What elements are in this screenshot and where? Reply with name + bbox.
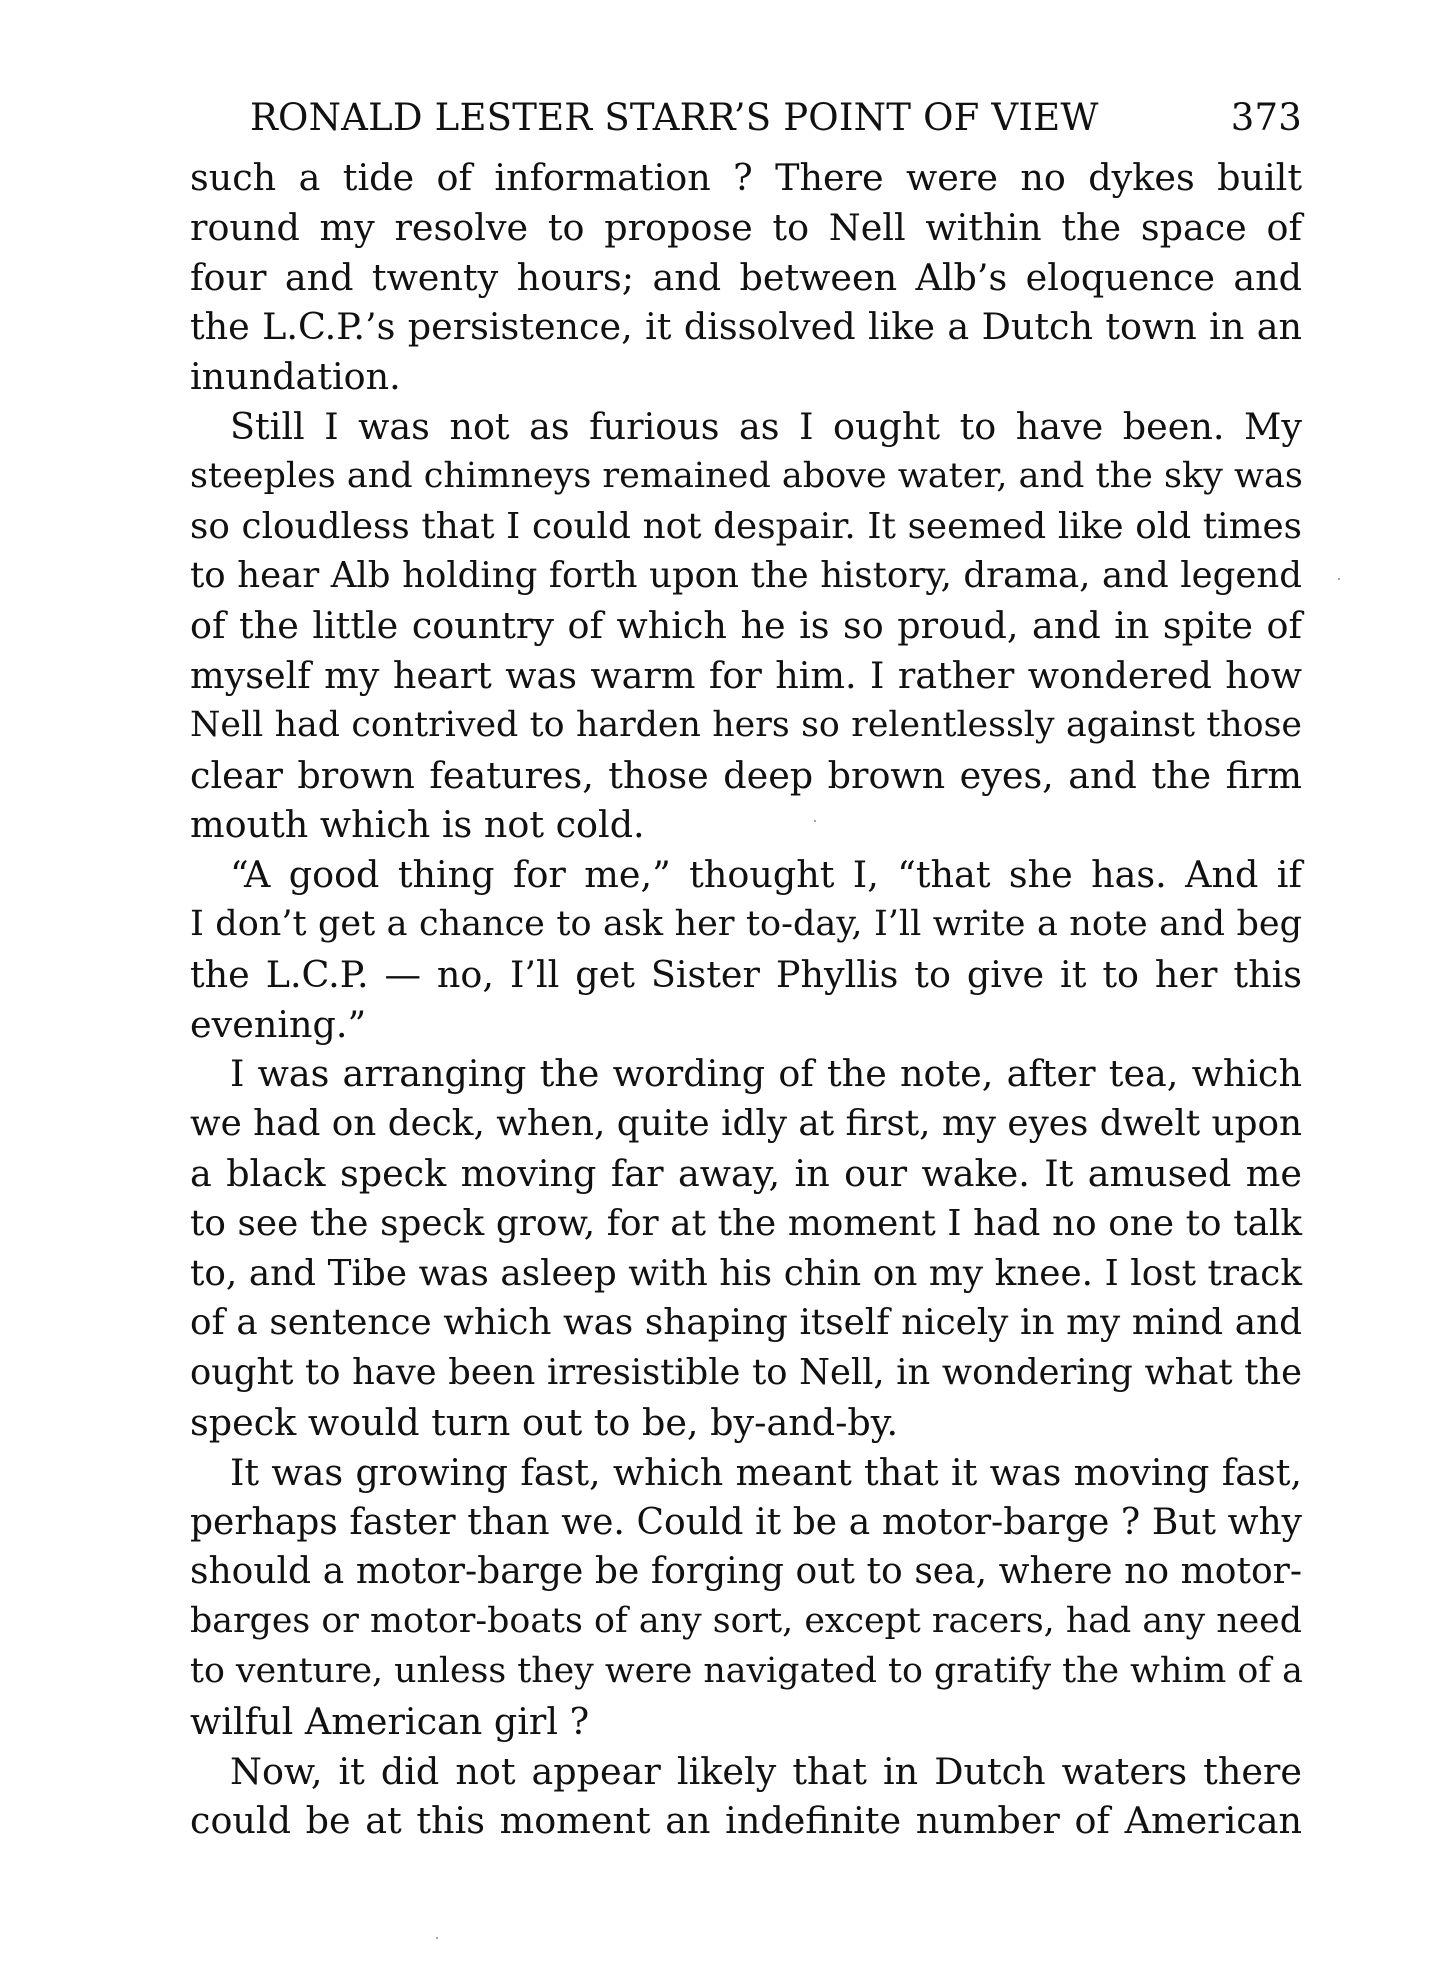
text-line: Still I was not as furious as I ought to have been. My xyxy=(230,404,1302,448)
text-line: Nell had contrived to harden hers so relentlessly against those xyxy=(190,704,1302,745)
text-line: inundation. xyxy=(190,355,401,399)
text-line: ought to have been irresistible to Nell, in wondering what the xyxy=(190,1352,1302,1394)
running-title: RONALD LESTER STARR’S POINT OF VIEW xyxy=(250,96,1099,139)
text-line: could be at this moment an indefinite number of American xyxy=(190,1799,1302,1843)
print-speck xyxy=(814,820,816,822)
text-line: the L.C.P.’s persistence, it dissolved like a Dutch town in an xyxy=(190,305,1302,349)
text-line: to venture, unless they were navigated to gratify the whim of a xyxy=(190,1650,1303,1691)
text-line: a black speck moving far away, in our wake. It amused me xyxy=(190,1151,1302,1195)
text-line: wilful American girl ? xyxy=(190,1699,590,1743)
text-line: so cloudless that I could not despair. It seemed like old times xyxy=(190,505,1302,547)
text-line: of the little country of which he is so proud, and in spite of xyxy=(190,604,1302,648)
text-line: the L.C.P. — no, I’ll get Sister Phyllis to give it to her this xyxy=(190,952,1302,996)
text-line: of a sentence which was shaping itself nicely in my mind and xyxy=(190,1302,1302,1344)
text-line: barges or motor-boats of any sort, except racers, had any need xyxy=(190,1601,1302,1642)
text-line: myself my heart was warm for him. I rather wondered how xyxy=(190,653,1302,697)
print-speck xyxy=(1338,578,1340,580)
page-number: 373 xyxy=(1230,96,1302,139)
text-line: round my resolve to propose to Nell within the space of xyxy=(190,205,1302,249)
text-line: clear brown features, those deep brown eyes, and the firm xyxy=(190,753,1302,797)
text-line: It was growing fast, which meant that it was moving fast, xyxy=(230,1450,1302,1494)
running-header xyxy=(250,96,1302,139)
text-line: mouth which is not cold. xyxy=(190,803,645,847)
text-line: evening.” xyxy=(190,1002,367,1046)
text-line: I was arranging the wording of the note, after tea, which xyxy=(230,1052,1302,1096)
text-line: “A good thing for me,” thought I, “that she has. And if xyxy=(230,853,1302,897)
text-line: I don’t get a chance to ask her to-day, I’ll write a note and beg xyxy=(190,903,1302,944)
text-line: to see the speck grow, for at the moment I had no one to talk xyxy=(190,1202,1302,1244)
print-speck xyxy=(436,1937,438,1939)
text-line: speck would turn out to be, by-and-by. xyxy=(190,1400,899,1444)
text-line: steeples and chimneys remained above water, and the sky was xyxy=(190,455,1303,496)
text-line: to, and Tibe was asleep with his chin on my knee. I lost track xyxy=(190,1252,1302,1294)
text-line: should a motor-barge be forging out to sea, where no motor- xyxy=(190,1551,1302,1593)
text-line: to hear Alb holding forth upon the history, drama, and legend xyxy=(190,555,1302,597)
text-line: Now, it did not appear likely that in Dutch waters there xyxy=(230,1749,1302,1793)
text-line: four and twenty hours; and between Alb’s eloquence and xyxy=(190,255,1302,299)
text-line: perhaps faster than we. Could it be a motor-barge ? But why xyxy=(190,1501,1302,1543)
text-line: such a tide of information ? There were no dykes built xyxy=(190,156,1302,199)
text-line: we had on deck, when, quite idly at first, my eyes dwelt upon xyxy=(190,1103,1302,1145)
body-text xyxy=(190,153,1302,1846)
